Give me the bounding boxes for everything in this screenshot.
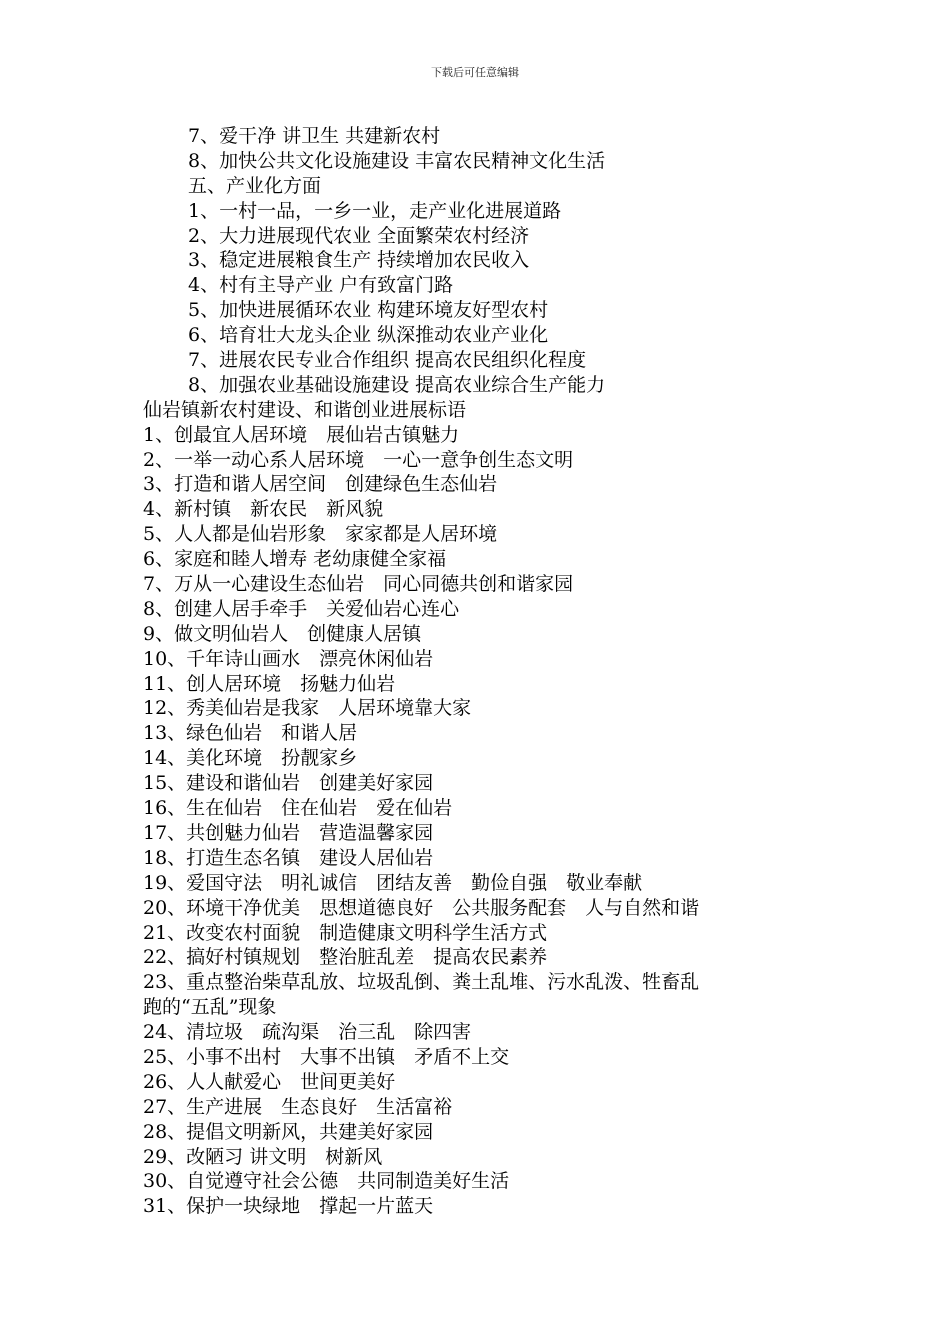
text-line: 5、加快进展循环农业 构建环境友好型农村 [188,299,549,322]
slogan-line: 24、清垃圾 疏沟渠 治三乱 除四害 [143,1021,472,1044]
text-line: 6、培育壮大龙头企业 纵深推动农业产业化 [188,324,549,347]
slogan-line: 7、万从一心建设生态仙岩 同心同德共创和谐家园 [143,573,574,596]
slogan-line: 9、做文明仙岩人 创健康人居镇 [143,622,422,645]
slogan-line: 4、新村镇 新农民 新风貌 [143,498,384,521]
slogan-line: 18、打造生态名镇 建设人居仙岩 [143,846,434,869]
slogan-line: 22、搞好村镇规划 整治脏乱差 提高农民素养 [143,946,548,969]
slogan-line: 12、秀美仙岩是我家 人居环境靠大家 [143,697,472,720]
text-line: 1、一村一品，一乡一业，走产业化进展道路 [188,199,562,222]
slogan-line: 17、共创魅力仙岩 营造温馨家园 [143,821,434,844]
slogan-line: 21、改变农村面貌 制造健康文明科学生活方式 [143,921,548,944]
document-body [143,124,843,1219]
slogan-line: 29、改陋习 讲文明 树新风 [143,1145,383,1168]
slogan-line: 15、建设和谐仙岩 创建美好家园 [143,772,434,795]
slogan-line: 26、人人献爱心 世间更美好 [143,1070,396,1093]
slogan-line: 3、打造和谐人居空间 创建绿色生态仙岩 [143,473,498,496]
slogan-line: 8、创建人居手牵手 关爱仙岩心连心 [143,597,460,620]
section-heading: 五、产业化方面 [188,174,322,197]
text-line: 2、大力进展现代农业 全面繁荣农村经济 [188,224,530,247]
slogan-line: 2、一举一动心系人居环境 一心一意争创生态文明 [143,448,574,471]
slogan-line: 14、美化环境 扮靓家乡 [143,747,358,770]
text-line: 3、稳定进展粮食生产 持续增加农民收入 [188,249,530,272]
slogans-title: 仙岩镇新农村建设、和谐创业进展标语 [143,398,467,421]
slogan-line: 10、千年诗山画水 漂亮休闲仙岩 [143,647,434,670]
text-line: 7、爱干净 讲卫生 共建新农村 [188,125,441,147]
text-line: 8、加快公共文化设施建设 丰富农民精神文化生活 [188,149,606,172]
slogan-line: 11、创人居环境 扬魅力仙岩 [143,672,396,695]
slogan-line: 30、自觉遵守社会公德 共同制造美好生活 [143,1170,510,1193]
slogan-line: 27、生产进展 生态良好 生活富裕 [143,1095,453,1118]
slogan-line: 13、绿色仙岩 和谐人居 [143,722,358,745]
slogan-line: 1、创最宜人居环境 展仙岩古镇魅力 [143,423,460,446]
page-header-note: 下载后可任意编辑 [431,66,519,79]
slogan-line: 19、爱国守法 明礼诚信 团结友善 勤俭自强 敬业奉献 [143,871,643,894]
slogan-line: 31、保护一块绿地 撑起一片蓝天 [143,1195,434,1218]
slogan-line: 20、环境干净优美 思想道德良好 公共服务配套 人与自然和谐 [143,896,700,919]
text-line: 7、进展农民专业合作组织 提高农民组织化程度 [188,349,587,372]
text-line: 4、村有主导产业 户有致富门路 [188,274,454,297]
slogan-line: 6、家庭和睦人增寿 老幼康健全家福 [143,548,447,571]
slogan-line: 5、人人都是仙岩形象 家家都是人居环境 [143,523,498,546]
slogan-line: 跑的“五乱”现象 [143,996,277,1019]
slogan-line: 25、小事不出村 大事不出镇 矛盾不上交 [143,1045,510,1068]
slogan-line: 28、提倡文明新风，共建美好家园 [143,1120,434,1143]
slogan-line: 16、生在仙岩 住在仙岩 爱在仙岩 [143,797,453,820]
slogan-line: 23、重点整治柴草乱放、垃圾乱倒、粪土乱堆、污水乱泼、牲畜乱 [143,971,700,994]
text-line: 8、加强农业基础设施建设 提高农业综合生产能力 [188,373,606,396]
